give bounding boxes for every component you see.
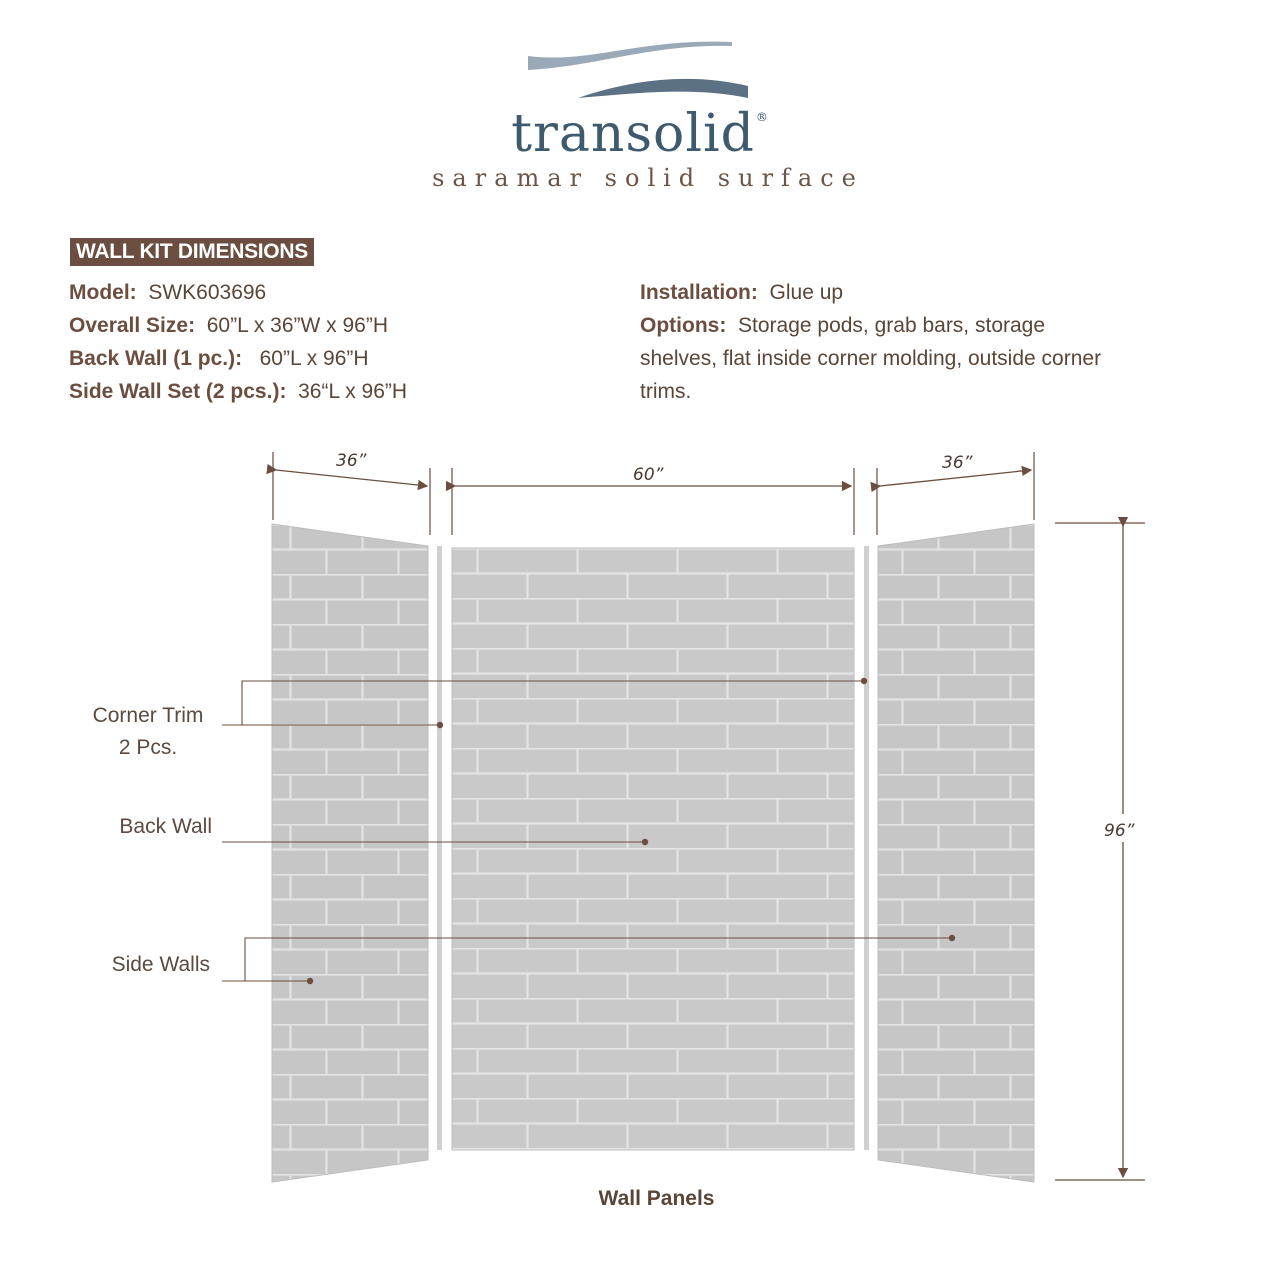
back-wall-dot — [642, 839, 648, 845]
left-side-wall — [272, 524, 428, 1182]
right-width-label: 36” — [942, 453, 973, 473]
spec-options: Options: Storage pods, grab bars, storage shelves, flat inside corner molding, outside corner trims. — [640, 314, 1102, 403]
corner-trim-qty: 2 Pcs. — [118, 736, 178, 759]
right-corner-trim — [864, 546, 869, 1150]
side-walls-label: Side Walls — [111, 953, 210, 976]
corner-trim-callout — [80, 700, 216, 764]
back-wall-label: Back Wall — [119, 815, 212, 838]
height-label: 96” — [1104, 821, 1135, 841]
spec-side-wall-set: Side Wall Set (2 pcs.): 36“L x 96”H — [69, 380, 408, 403]
side-walls-dot-right — [949, 935, 955, 941]
left-corner-trim — [437, 546, 442, 1150]
left-width-dimension-line — [276, 470, 427, 486]
left-width-label: 36” — [336, 451, 367, 471]
back-wall-panel — [452, 548, 854, 1150]
spec-model: Model: SWK603696 — [69, 281, 267, 304]
corner-trim-dot-left — [437, 722, 443, 728]
spec-back-wall: Back Wall (1 pc.): 60”L x 96”H — [69, 347, 369, 370]
side-walls-dot-left — [307, 978, 313, 984]
spec-overall-size: Overall Size: 60”L x 36”W x 96”H — [69, 314, 389, 337]
section-title: WALL KIT DIMENSIONS — [70, 238, 314, 266]
corner-trim-dot-right — [861, 678, 867, 684]
brand-tagline: saramar solid surface — [432, 164, 864, 192]
registered-mark: ® — [755, 110, 769, 124]
back-width-label: 60” — [633, 465, 664, 485]
right-side-wall — [878, 524, 1034, 1182]
wall-panels-title: Wall Panels — [598, 1187, 715, 1210]
brand-name: transolid® — [511, 104, 769, 164]
spec-installation: Installation: Glue up — [640, 281, 844, 304]
corner-trim-label: Corner Trim — [92, 704, 204, 727]
